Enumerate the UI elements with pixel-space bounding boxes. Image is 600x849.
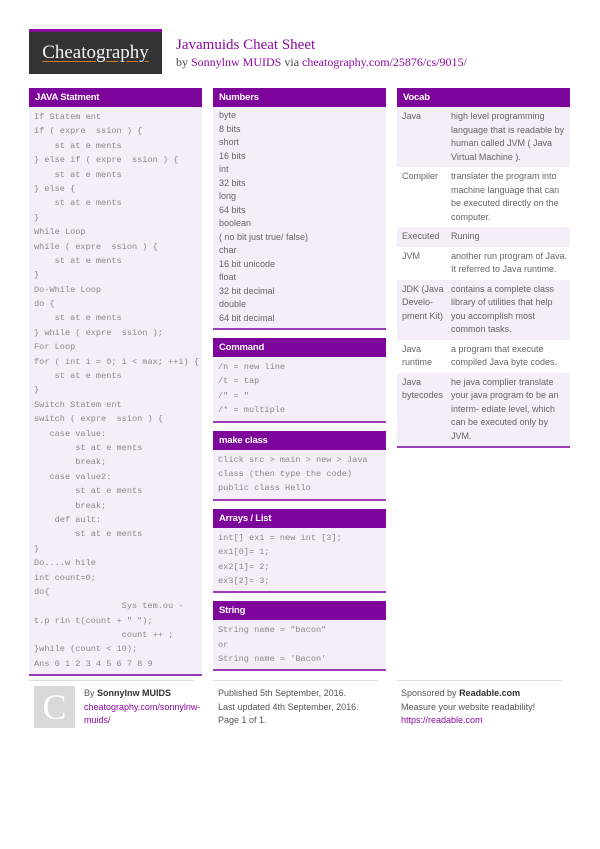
list-item: char xyxy=(219,245,237,255)
updated-date: Last updated 4th September, 2016. xyxy=(218,701,359,712)
section-arrays-list xyxy=(213,509,386,594)
code-line: /" = " xyxy=(218,390,249,401)
code-block xyxy=(29,107,202,674)
vocab-term: Java runtime xyxy=(402,343,433,367)
code-line: st at e ments xyxy=(34,486,143,497)
code-line: break; xyxy=(34,500,107,511)
byline xyxy=(176,54,467,70)
code-block xyxy=(213,450,386,499)
code-line: String name = "bacon" xyxy=(218,625,327,636)
numbers-list xyxy=(213,107,386,328)
table-row xyxy=(397,280,570,340)
code-line: case value2: xyxy=(34,471,112,482)
code-line: st at e ments xyxy=(34,371,122,382)
code-line: do{ xyxy=(34,586,50,597)
vocab-definition: Runing xyxy=(451,231,480,241)
list-item: 16 bits xyxy=(219,150,246,161)
code-line: public class Hello xyxy=(218,483,311,494)
page-count: Page 1 of 1. xyxy=(218,715,267,725)
list-item: byte xyxy=(219,110,237,120)
code-line: t.p rin t(count + " "); xyxy=(34,615,153,626)
code-line: String name = 'Bacon' xyxy=(218,654,327,665)
page-title[interactable]: Javamuids Cheat Sheet xyxy=(176,37,316,53)
code-line: }while (count < 10); xyxy=(34,644,138,655)
section-title: make class xyxy=(213,431,386,450)
list-item: 32 bit decimal xyxy=(219,285,275,296)
column-2 xyxy=(213,88,386,679)
code-line: /* = multiple xyxy=(218,405,286,416)
code-line: case value: xyxy=(34,428,107,439)
footer-author xyxy=(84,687,204,728)
section-string xyxy=(213,601,386,671)
sheet-url-link[interactable]: cheatography.com/25876/cs/9015/ xyxy=(302,55,467,69)
vocab-term: Executed xyxy=(402,231,440,241)
sponsor-name: Readable.com xyxy=(459,688,521,698)
code-line: } xyxy=(34,270,40,281)
list-item: int xyxy=(219,164,229,174)
avatar-letter: C xyxy=(42,687,67,727)
vocab-term: JVM xyxy=(402,250,420,261)
list-item: ( no bit just true/ false) xyxy=(219,231,309,242)
code-line: while ( expre ssion ) { xyxy=(34,241,158,252)
code-line: st at e ments xyxy=(34,529,143,540)
section-vocab xyxy=(397,88,570,448)
table-row xyxy=(397,107,570,167)
code-line: Sys tem.ou - xyxy=(34,601,184,612)
sponsored-label: Sponsored by xyxy=(401,688,457,698)
code-line: break; xyxy=(34,457,107,468)
code-line: st at e ments xyxy=(34,169,122,180)
code-line: } xyxy=(34,543,40,554)
code-line: ex2[1]= 2; xyxy=(218,561,270,572)
column-3 xyxy=(397,88,570,456)
vocab-definition: another run program of Java. It referred to Java runtime. xyxy=(451,250,568,274)
footer-divider xyxy=(29,680,194,681)
via-label: via xyxy=(284,55,300,69)
section-numbers xyxy=(213,88,386,330)
code-line: int count=0; xyxy=(34,572,96,583)
code-line: } while ( expre ssion ); xyxy=(34,327,163,338)
footer-sponsor xyxy=(401,687,571,728)
list-item: short xyxy=(219,137,240,147)
vocab-definition: a program that execute compiled Java byte codes. xyxy=(451,343,558,367)
code-line: /n = new line xyxy=(218,362,286,372)
list-item: boolean xyxy=(219,218,252,228)
table-row xyxy=(397,373,570,447)
published-date: Published 5th September, 2016. xyxy=(218,688,347,698)
header xyxy=(176,36,467,70)
code-line: Do-While Loop xyxy=(34,284,102,295)
code-line: int[] ex1 = new int [3]; xyxy=(218,532,342,543)
code-line: for ( int i = 0; i < max; ++i) { xyxy=(34,356,200,367)
author-link[interactable]: Sonnylnw MUIDS xyxy=(191,55,282,69)
code-line: st at e ments xyxy=(34,140,122,151)
vocab-definition: translater the program into machine language that can be executed directly on the computer. xyxy=(451,171,560,222)
code-line: ex1[0]= 1; xyxy=(218,547,270,558)
list-item: float xyxy=(219,272,237,282)
code-line: } else if ( expre ssion ) { xyxy=(34,155,179,166)
code-line: Click src > main > new > Java xyxy=(218,454,368,465)
code-line: ex3[2]= 3; xyxy=(218,575,270,586)
code-line: st at e ments xyxy=(34,255,122,266)
list-item: long xyxy=(219,191,237,201)
cheatography-logo[interactable] xyxy=(29,29,162,74)
code-line: if ( expre ssion ) { xyxy=(34,126,143,137)
list-item: 16 bit unicode xyxy=(219,258,276,269)
vocab-definition: he java complier translate your java program to be an interm- ediate level, which can be executed only by JVM. xyxy=(451,376,559,441)
footer-author-name: Sonnylnw MUIDS xyxy=(97,688,172,698)
vocab-definition: high level programming language that is readable by human called JVM ( Java Virtual Machine ). xyxy=(451,111,565,162)
section-make-class xyxy=(213,431,386,501)
code-line: Do....w hile xyxy=(34,558,96,569)
sponsor-link[interactable]: https://readable.com xyxy=(401,715,483,725)
code-line: st at e ments xyxy=(34,198,122,209)
code-block xyxy=(213,528,386,592)
code-line: st at e ments xyxy=(34,313,122,324)
section-title: Command xyxy=(213,338,386,357)
list-item: 64 bit decimal xyxy=(219,312,275,323)
vocab-term: Compiler xyxy=(402,171,439,181)
code-line: If Statem ent xyxy=(34,112,102,122)
code-line: For Loop xyxy=(34,342,76,353)
author-avatar[interactable] xyxy=(34,686,75,728)
list-item: 8 bits xyxy=(219,123,241,134)
vocab-table xyxy=(397,107,570,446)
author-profile-link[interactable]: cheatography.com/sonnylnw-muids/ xyxy=(84,701,201,725)
logo-text: Cheatography xyxy=(42,42,149,63)
code-line: class (then type the code) xyxy=(218,468,353,479)
code-line: st at e ments xyxy=(34,442,143,453)
vocab-definition: contains a complete class library of utilities that help you accomplish most common tasks. xyxy=(451,283,555,334)
section-java-statment xyxy=(29,88,202,676)
code-line: While Loop xyxy=(34,227,86,238)
code-line: Switch Statem ent xyxy=(34,399,122,410)
section-title: JAVA Statment xyxy=(29,88,202,107)
table-row xyxy=(397,247,570,280)
by-label: By xyxy=(84,688,95,698)
footer-divider xyxy=(213,680,378,681)
code-line: } xyxy=(34,212,40,223)
sponsor-tagline: Measure your website readability! xyxy=(401,701,536,712)
table-row xyxy=(397,167,570,227)
code-line: count ++ ; xyxy=(34,630,174,641)
table-row xyxy=(397,340,570,373)
code-block xyxy=(213,620,386,669)
code-line: } xyxy=(34,385,40,396)
code-line: switch ( expre ssion ) { xyxy=(34,414,163,425)
section-title: Vocab xyxy=(397,88,570,107)
section-title: Arrays / List xyxy=(213,509,386,528)
column-1 xyxy=(29,88,202,684)
list-item: 32 bits xyxy=(219,177,246,188)
code-line: do { xyxy=(34,299,55,310)
list-item: double xyxy=(219,299,247,309)
vocab-term: Java bytecodes xyxy=(402,376,444,400)
vocab-term: JDK (Java Develo- pment Kit) xyxy=(402,283,444,321)
code-line: Ans 0 1 2 3 4 5 6 7 8 9 xyxy=(34,658,153,669)
by-label: by xyxy=(176,55,188,69)
code-block xyxy=(213,357,386,421)
table-row xyxy=(397,227,570,247)
list-item: 64 bits xyxy=(219,204,246,215)
section-title: Numbers xyxy=(213,88,386,107)
section-title: String xyxy=(213,601,386,620)
code-line: } else { xyxy=(34,183,76,194)
section-command xyxy=(213,338,386,423)
code-line: def ault: xyxy=(34,514,102,525)
footer-published xyxy=(218,687,383,728)
vocab-term: Java xyxy=(402,111,422,121)
footer-divider xyxy=(397,680,562,681)
code-line: or xyxy=(218,639,229,650)
code-line: /t = tap xyxy=(218,376,260,387)
